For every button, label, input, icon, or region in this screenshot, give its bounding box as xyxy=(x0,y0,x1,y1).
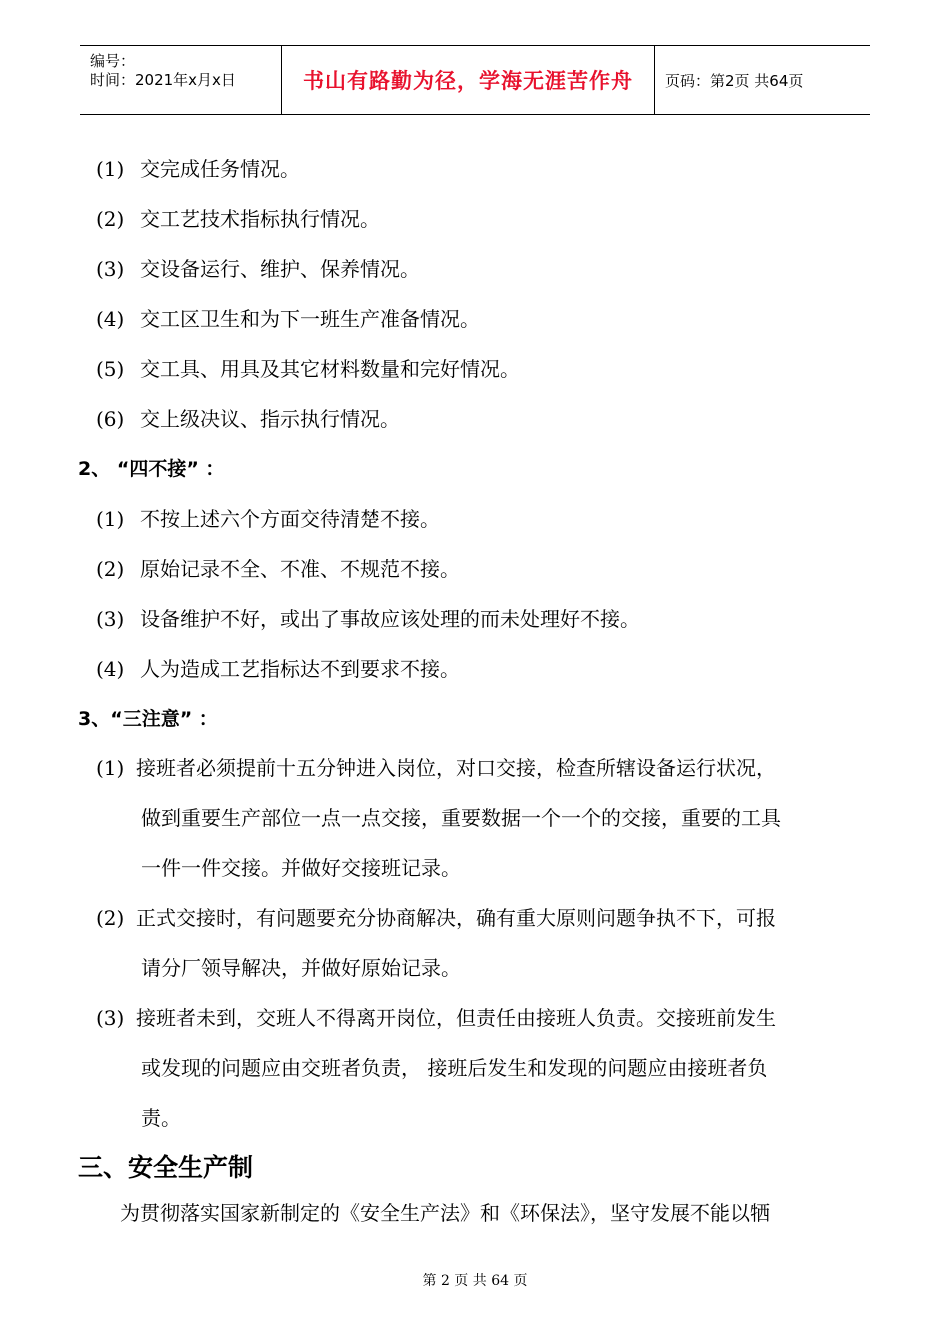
three-notes-item-continuation: 请分厂领导解决，并做好原始记录。 xyxy=(141,956,461,980)
section-title: 三、安全生产制 xyxy=(78,1153,254,1182)
three-notes-item: (3) 接班者未到，交班人不得离开岗位，但责任由接班人负责。交接班前发生 xyxy=(96,1006,776,1030)
footer-page-label: 第 2 页 共 64 页 xyxy=(422,1273,528,1289)
three-notes-item-continuation: 做到重要生产部位一点一点交接，重要数据一个一个的交接，重要的工具 xyxy=(141,806,781,830)
header-meta xyxy=(80,46,282,114)
section-paragraph: 为贯彻落实国家新制定的《安全生产法》和《环保法》，坚守发展不能以牺 xyxy=(120,1201,770,1225)
header-page-info: 页码：第2页 共64页 xyxy=(665,71,804,90)
three-notes-item: (1) 接班者必须提前十五分钟进入岗位，对口交接，检查所辖设备运行状况， xyxy=(96,756,776,780)
document-number-label: 编号： xyxy=(90,52,136,70)
three-notes-item: (2) 正式交接时，有问题要充分协商解决，确有重大原则问题争执不下，可报 xyxy=(96,906,776,930)
four-no-item: (1) 不按上述六个方面交待清楚不接。 xyxy=(96,507,440,531)
document-time-label: 时间：2021年x月x日 xyxy=(90,71,236,89)
three-notes-heading: 3、“三注意” ： xyxy=(78,708,218,730)
handover-item: (5) 交工具、用具及其它材料数量和完好情况。 xyxy=(96,357,520,381)
four-no-item: (2) 原始记录不全、不准、不规范不接。 xyxy=(96,557,460,581)
page-footer xyxy=(0,1270,950,1290)
four-no-item: (4) 人为造成工艺指标达不到要求不接。 xyxy=(96,657,460,681)
three-notes-item-continuation: 或发现的问题应由交班者负责， 接班后发生和发现的问题应由接班者负 xyxy=(141,1056,768,1080)
three-notes-item-continuation: 责。 xyxy=(141,1106,181,1130)
handover-item: (3) 交设备运行、维护、保养情况。 xyxy=(96,257,420,281)
handover-item: (6) 交上级决议、指示执行情况。 xyxy=(96,407,400,431)
header-motto: 书山有路勤为径，学海无涯苦作舟 xyxy=(282,46,655,114)
handover-item: (1) 交完成任务情况。 xyxy=(96,157,300,181)
four-no-item: (3) 设备维护不好，或出了事故应该处理的而未处理好不接。 xyxy=(96,607,640,631)
handover-item: (4) 交工区卫生和为下一班生产准备情况。 xyxy=(96,307,480,331)
handover-item: (2) 交工艺技术指标执行情况。 xyxy=(96,207,380,231)
page-header xyxy=(80,45,870,115)
four-no-heading: 2、 “四不接” ： xyxy=(78,458,225,480)
three-notes-item-continuation: 一件一件交接。并做好交接班记录。 xyxy=(141,856,461,880)
